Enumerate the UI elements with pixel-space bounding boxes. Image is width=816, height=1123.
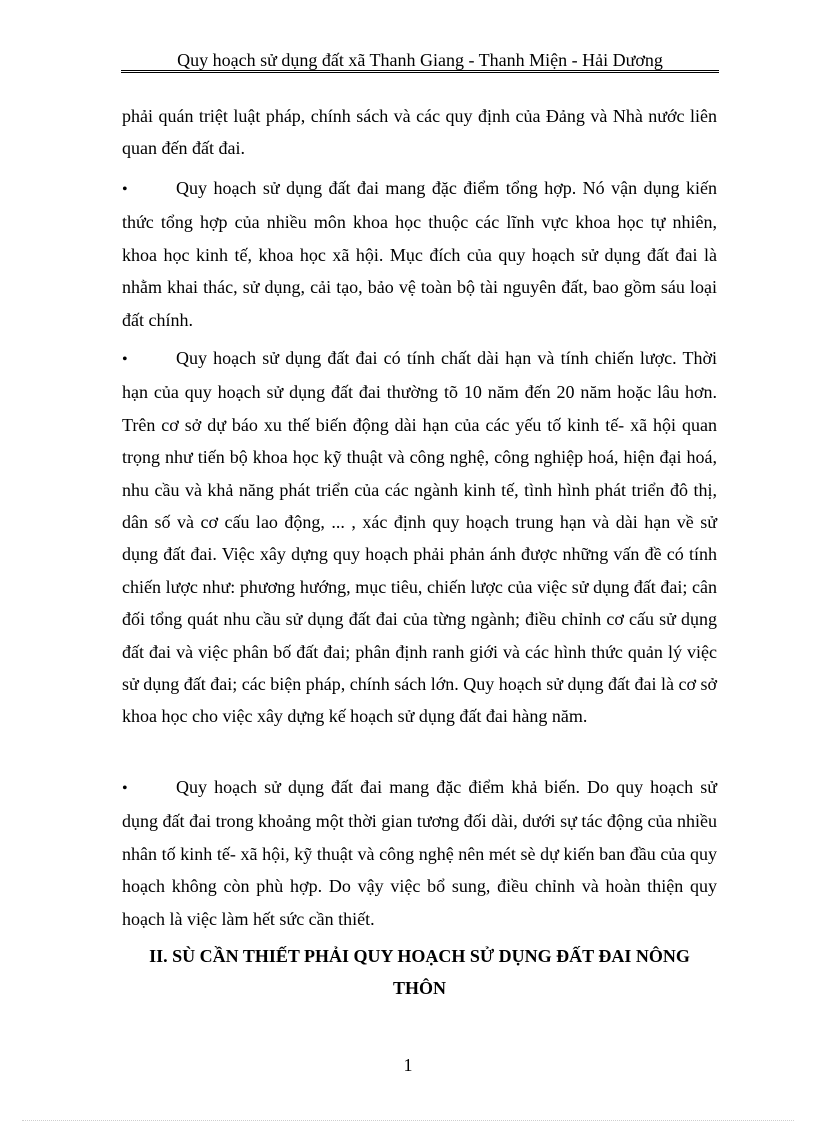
paragraph-text: phải quán triệt luật pháp, chính sách và các quy định của Đảng và Nhà nước liên quan đến đất đai. [122, 106, 717, 159]
bullet-paragraph-1 [122, 172, 717, 336]
section-heading: II. SÙ CẦN THIẾT PHẢI QUY HOẠCH SỬ DỤNG ĐẤT ĐAI NÔNG THÔN [149, 946, 690, 998]
page-number: 1 [403, 1055, 413, 1075]
bullet-icon: • [122, 351, 128, 368]
bullet-icon: • [122, 181, 128, 198]
bullet-text: Quy hoạch sử dụng đất đai mang đặc điểm khả biến. Do quy hoạch sử dụng đất đai trong khoảng một thời gian tương đối dài, dưới sự tác động của nhiều nhân tố kinh tế- xã hội, kỹ thuật và công nghệ nên mét sè dự kiến ban đầu của quy hoạch không còn phù hợp. Do vậy việc bổ sung, điều chỉnh và hoàn thiện quy hoạch là việc làm hết sức cần thiết. [122, 777, 717, 929]
running-header: Quy hoạch sử dụng đất xã Thanh Giang - Thanh Miện - Hải Dương [177, 50, 663, 70]
page-bottom-border [22, 1120, 794, 1121]
bullet-paragraph-2 [122, 342, 717, 733]
header-rule [121, 70, 719, 71]
header-rule-secondary [121, 72, 719, 73]
bullet-text: Quy hoạch sử dụng đất đai có tính chất dài hạn và tính chiến lược. Thời hạn của quy hoạch sử dụng đất đai thường tõ 10 năm đến 20 năm hoặc lâu hơn. Trên cơ sở dự báo xu thế biến động dài hạn của các yếu tố kinh tế- xã hội quan trọng như tiến bộ khoa học kỹ thuật và công nghệ, công nghiệp hoá, hiện đại hoá, nhu cầu và khả năng phát triển của các ngành kinh tế, tình hình phát triển đô thị, dân số và cơ cấu lao động, ... , xác định quy hoạch trung hạn và dài hạn về sử dụng đất đai. Việc xây dựng quy hoạch phải phản ánh được những vấn đề có tính chiến lược như: phương hướng, mục tiêu, chiến lược của việc sử dụng đất đai; cân đối tổng quát nhu cầu sử dụng đất đai của từng ngành; điều chỉnh cơ cấu sử dụng đất đai và việc phân bố đất đai; phân định ranh giới và các hình thức quản lý việc sử dụng đất đai; các biện pháp, chính sách lớn. Quy hoạch sử dụng đất đai là cơ sở khoa học cho việc xây dựng kế hoạch sử dụng đất đai hàng năm. [122, 348, 717, 727]
bullet-paragraph-3 [122, 771, 717, 935]
bullet-text: Quy hoạch sử dụng đất đai mang đặc điểm tổng hợp. Nó vận dụng kiến thức tổng hợp của nhiều môn khoa học thuộc các lĩnh vực khoa học tự nhiên, khoa học kinh tế, khoa học xã hội. Mục đích của quy hoạch sử dụng đất đai là nhằm khai thác, sử dụng, cải tạo, bảo vệ toàn bộ tài nguyên đất, bao gồm sáu loại đất chính. [122, 178, 717, 330]
intro-paragraph [122, 100, 717, 165]
bullet-icon: • [122, 780, 128, 797]
